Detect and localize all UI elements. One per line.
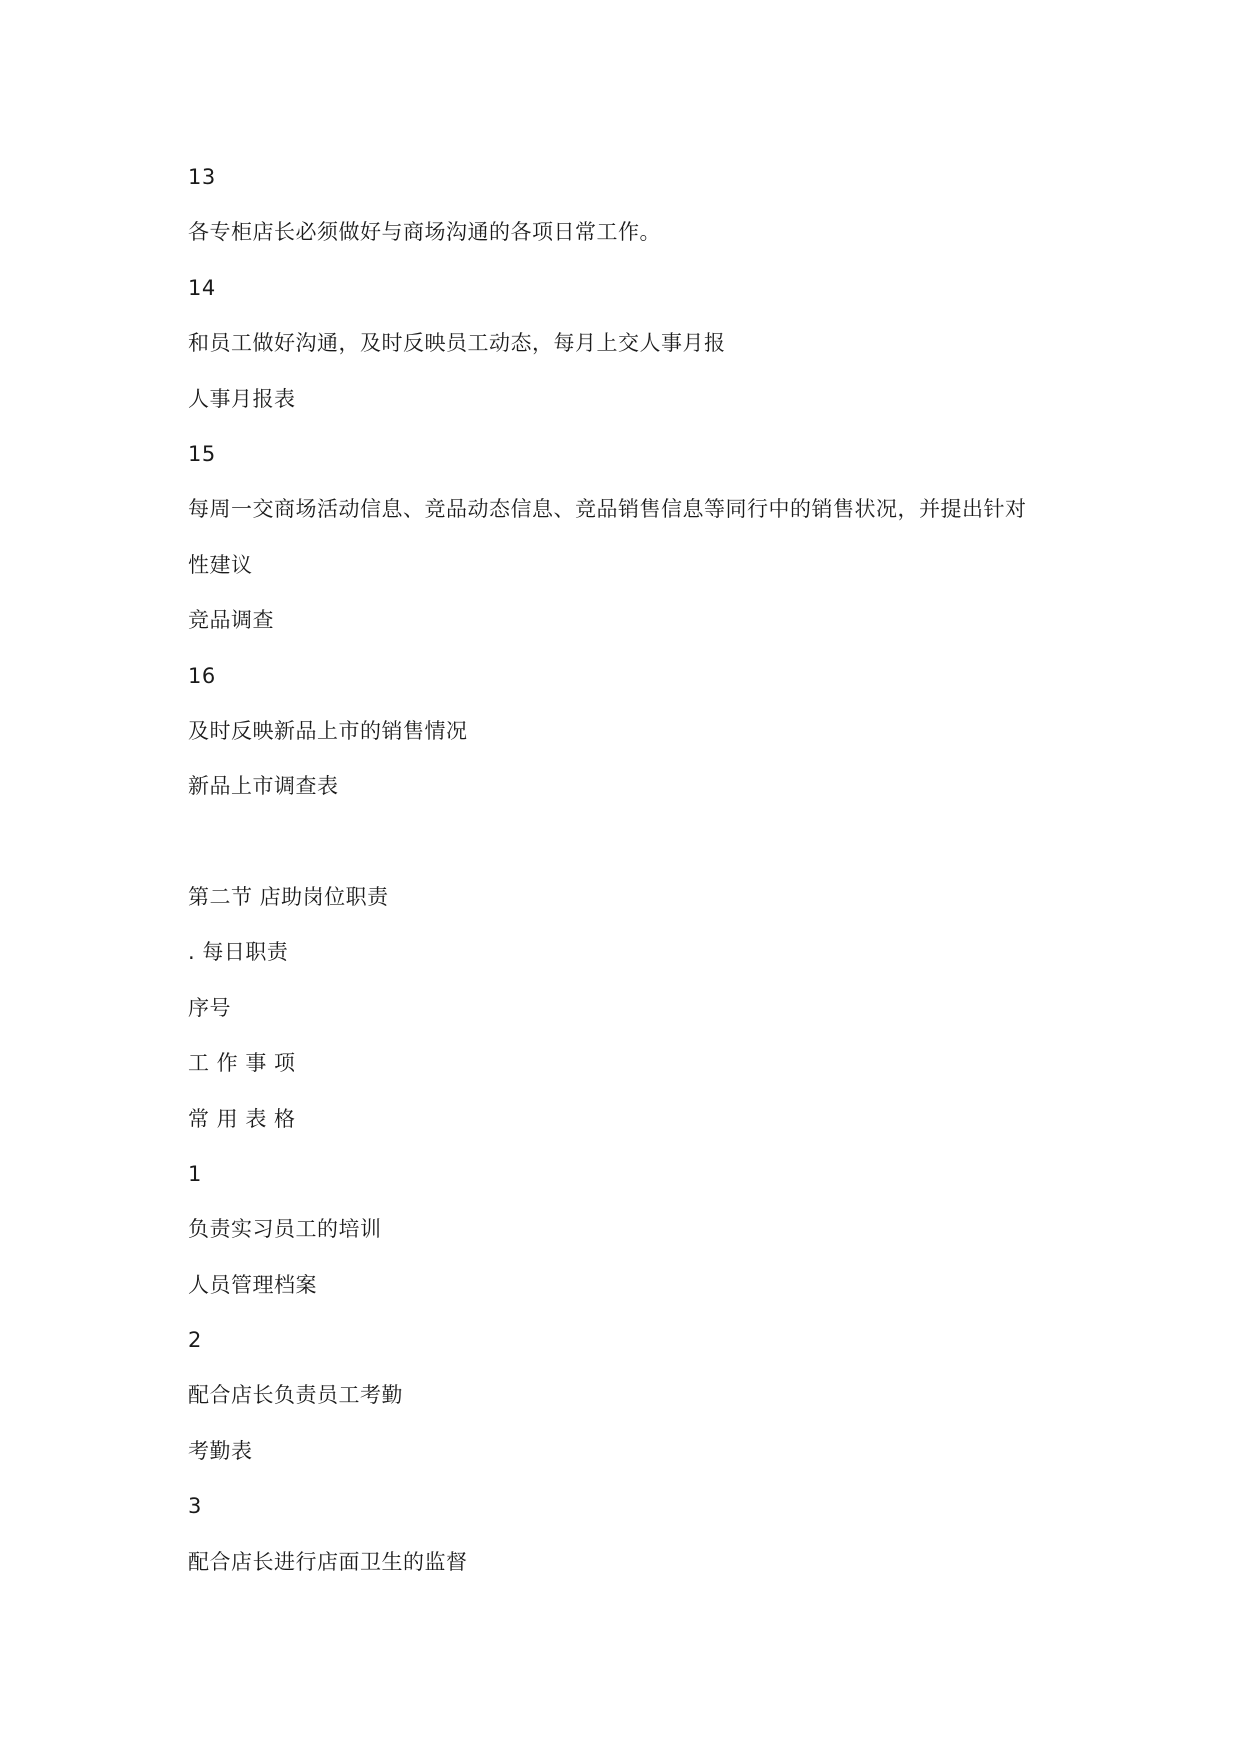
item-15-task: 每周一交商场活动信息、竞品动态信息、竞品销售信息等同行中的销售状况，并提出针对 — [188, 497, 1027, 521]
item-number-13: 13 — [188, 165, 216, 189]
item-15-task-continued: 性建议 — [188, 553, 253, 577]
item-number-16: 16 — [188, 664, 216, 688]
item-2-task: 配合店长负责员工考勤 — [188, 1383, 403, 1407]
item-number-15: 15 — [188, 442, 216, 466]
item-1-task: 负责实习员工的培训 — [188, 1217, 382, 1241]
item-number-14: 14 — [188, 276, 216, 300]
subsection-heading: . 每日职责 — [188, 940, 289, 964]
item-number-2: 2 — [188, 1328, 202, 1352]
section-heading: 第二节 店助岗位职责 — [188, 885, 389, 909]
item-14-task: 和员工做好沟通，及时反映员工动态，每月上交人事月报 — [188, 331, 726, 355]
item-16-form: 新品上市调查表 — [188, 774, 339, 798]
item-number-3: 3 — [188, 1494, 202, 1518]
item-1-form: 人员管理档案 — [188, 1273, 317, 1297]
item-2-form: 考勤表 — [188, 1439, 253, 1463]
item-3-task: 配合店长进行店面卫生的监督 — [188, 1550, 468, 1574]
column-header-number: 序号 — [188, 996, 231, 1020]
item-13-task: 各专柜店长必须做好与商场沟通的各项日常工作。 — [188, 220, 661, 244]
column-header-task: 工 作 事 项 — [188, 1051, 296, 1075]
item-16-task: 及时反映新品上市的销售情况 — [188, 719, 468, 743]
item-14-form: 人事月报表 — [188, 387, 296, 411]
item-number-1: 1 — [188, 1162, 202, 1186]
column-header-form: 常 用 表 格 — [188, 1107, 296, 1131]
item-15-form: 竞品调查 — [188, 608, 274, 632]
